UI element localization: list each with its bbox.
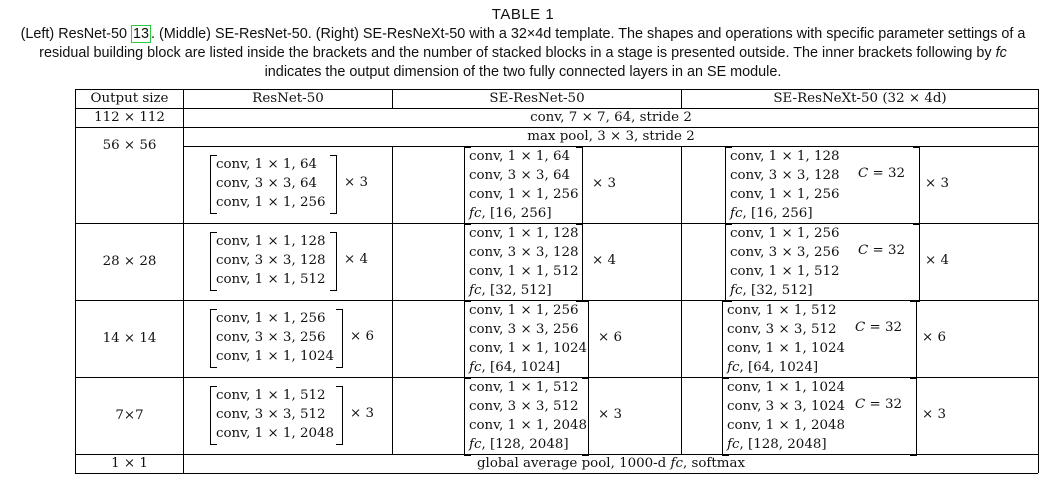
output-size-cell: 7×7	[115, 408, 144, 423]
global-pool-text: global average pool, 1000-d	[476, 456, 671, 471]
fc-dims: , [32, 512]	[742, 283, 813, 298]
global-pool-softmax: , softmax	[682, 456, 746, 471]
block-op: conv, 3 × 3, 256	[216, 330, 326, 345]
fc-label: fc	[727, 360, 740, 375]
bracket-right	[910, 378, 917, 456]
header-output-size: Output size	[90, 91, 169, 106]
bracket-right	[330, 155, 337, 214]
caption-fc: fc	[995, 45, 1007, 61]
output-size-cell: 56 × 56	[102, 138, 157, 153]
fc-dims: , [128, 2048]	[739, 437, 827, 452]
cardinality-var: C	[855, 397, 866, 412]
block-op: conv, 1 × 1, 128	[730, 149, 840, 164]
block-op: conv, 3 × 3, 512	[727, 322, 837, 337]
fc-dims: , [16, 256]	[742, 206, 813, 221]
stack-count: × 3	[350, 406, 374, 421]
block-op: conv, 1 × 1, 64	[216, 157, 317, 172]
block-op: conv, 1 × 1, 256	[730, 187, 840, 202]
block-op: conv, 3 × 3, 128	[216, 253, 326, 268]
block-op: conv, 1 × 1, 256	[216, 311, 326, 326]
stack-count: × 3	[598, 407, 622, 422]
stack-count: × 6	[922, 330, 946, 345]
cardinality-label	[858, 166, 905, 181]
block-op: conv, 3 × 3, 512	[469, 399, 579, 414]
col-border	[392, 146, 393, 454]
stack-count: × 3	[922, 407, 946, 422]
cardinality-label	[855, 397, 902, 412]
global-pool-fc: fc	[670, 456, 683, 471]
bracket-right	[336, 309, 343, 368]
bracket-right	[330, 232, 337, 291]
block-op: conv, 1 × 1, 64	[469, 149, 570, 164]
se-fc-dims	[469, 358, 560, 377]
maxpool-cell: max pool, 3 × 3, stride 2	[527, 129, 695, 144]
se-fc-dims	[730, 281, 813, 300]
bracket-right	[336, 386, 343, 445]
bracket-right	[910, 301, 917, 379]
col-border	[681, 146, 682, 454]
fc-dims: , [64, 1024]	[739, 360, 819, 375]
fc-label: fc	[727, 437, 740, 452]
fc-dims: , [32, 512]	[481, 283, 552, 298]
cardinality-value: = 32	[865, 397, 903, 412]
stack-count: × 4	[344, 252, 368, 267]
block-op: conv, 1 × 1, 1024	[727, 341, 846, 356]
block-op: conv, 1 × 1, 512	[469, 380, 579, 395]
row-rule	[183, 146, 1038, 147]
se-fc-dims	[469, 435, 569, 454]
table-caption	[10, 25, 1036, 82]
se-fc-dims	[469, 281, 552, 300]
block-op: conv, 1 × 1, 256	[469, 187, 579, 202]
fc-dims: , [64, 1024]	[481, 360, 561, 375]
fc-label: fc	[730, 283, 743, 298]
block-op: conv, 3 × 3, 128	[469, 245, 579, 260]
cardinality-value: = 32	[868, 243, 906, 258]
fc-label: fc	[469, 206, 482, 221]
block-op: conv, 1 × 1, 2048	[216, 426, 335, 441]
output-size-cell: 14 × 14	[102, 331, 157, 346]
block-op: conv, 1 × 1, 512	[216, 388, 326, 403]
cardinality-value: = 32	[868, 166, 906, 181]
fc-dims: , [128, 2048]	[481, 437, 569, 452]
cardinality-value: = 32	[865, 320, 903, 335]
col-border	[1038, 89, 1039, 473]
block-op: conv, 1 × 1, 2048	[727, 418, 846, 433]
se-fc-dims	[727, 358, 818, 377]
block-op: conv, 1 × 1, 256	[469, 303, 579, 318]
block-op: conv, 1 × 1, 1024	[469, 341, 588, 356]
header-resnet: ResNet-50	[252, 91, 324, 106]
block-op: conv, 1 × 1, 512	[730, 264, 840, 279]
block-op: conv, 3 × 3, 256	[469, 322, 579, 337]
stem-conv-cell: conv, 7 × 7, 64, stride 2	[530, 110, 692, 125]
citation-link[interactable]: 13	[132, 26, 149, 42]
block-op: conv, 1 × 1, 512	[469, 264, 579, 279]
col-border	[183, 89, 184, 473]
stack-count: × 3	[344, 175, 368, 190]
block-op: conv, 3 × 3, 1024	[727, 399, 846, 414]
stack-count: × 4	[592, 253, 616, 268]
fc-label: fc	[469, 437, 482, 452]
block-op: conv, 1 × 1, 256	[216, 195, 326, 210]
block-op: conv, 1 × 1, 512	[216, 272, 326, 287]
header-se-resnext: SE-ResNeXt-50 (32 × 4d)	[773, 91, 947, 106]
caption-part-1: (Left) ResNet-50	[20, 26, 131, 42]
block-op: conv, 1 × 1, 2048	[469, 418, 588, 433]
block-op: conv, 1 × 1, 512	[727, 303, 837, 318]
caption-part-3: indicates the output dimension of the two fully connected layers in an SE module.	[264, 64, 782, 80]
cardinality-var: C	[858, 243, 869, 258]
se-fc-dims	[727, 435, 827, 454]
se-fc-dims	[469, 204, 552, 223]
cardinality-label	[858, 243, 905, 258]
block-op: conv, 3 × 3, 64	[216, 176, 317, 191]
stack-count: × 6	[350, 329, 374, 344]
output-size-cell: 112 × 112	[94, 110, 165, 125]
block-op: conv, 3 × 3, 128	[730, 168, 840, 183]
fc-label: fc	[730, 206, 743, 221]
stack-count: × 3	[592, 176, 616, 191]
stack-count: × 4	[925, 253, 949, 268]
fc-label: fc	[469, 360, 482, 375]
block-op: conv, 1 × 1, 1024	[727, 380, 846, 395]
caption-part-2: . (Middle) SE-ResNet-50. (Right) SE-ResNeXt-50 with a 32×4d template. The shapes and operations with specific parameter settings of a residual building block are listed inside the brackets and the number of stacked blocks in a stage is presented outside. The inner brackets following by	[39, 26, 1026, 61]
stack-count: × 3	[925, 176, 949, 191]
table-title: TABLE 1	[491, 6, 555, 23]
block-op: conv, 1 × 1, 128	[216, 234, 326, 249]
global-pool-cell	[184, 455, 1038, 472]
block-op: conv, 1 × 1, 1024	[216, 349, 335, 364]
stack-count: × 6	[598, 330, 622, 345]
output-size-cell: 1 × 1	[111, 456, 148, 471]
header-se-resnet: SE-ResNet-50	[489, 91, 585, 106]
block-op: conv, 1 × 1, 256	[730, 226, 840, 241]
output-size-cell: 28 × 28	[102, 254, 157, 269]
table-bottom-rule	[75, 473, 1038, 474]
block-op: conv, 3 × 3, 512	[216, 407, 326, 422]
fc-label: fc	[469, 283, 482, 298]
se-fc-dims	[730, 204, 813, 223]
block-op: conv, 3 × 3, 256	[730, 245, 840, 260]
block-op: conv, 1 × 1, 128	[469, 226, 579, 241]
cardinality-var: C	[858, 166, 869, 181]
cardinality-var: C	[855, 320, 866, 335]
bracket-right	[913, 147, 920, 225]
bracket-right	[913, 224, 920, 302]
cardinality-label	[855, 320, 902, 335]
block-op: conv, 3 × 3, 64	[469, 168, 570, 183]
fc-dims: , [16, 256]	[481, 206, 552, 221]
